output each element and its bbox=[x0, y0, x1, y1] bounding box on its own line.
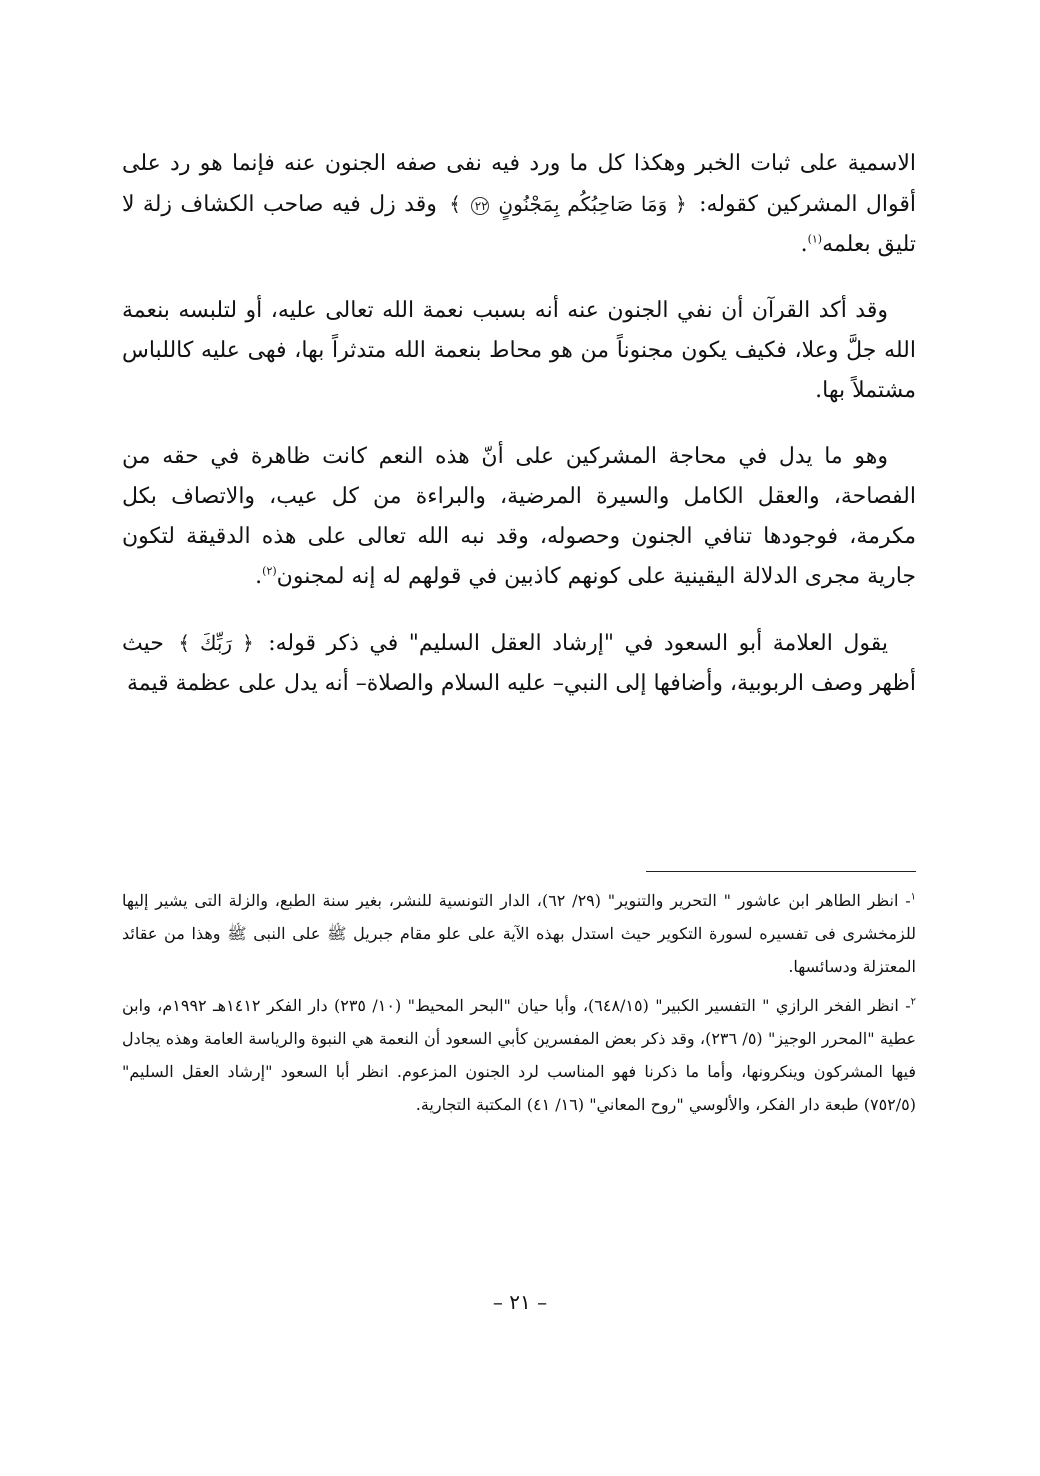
footnote-1-number: ١ bbox=[910, 891, 916, 903]
footnotes-section bbox=[122, 884, 916, 1127]
paragraph-3 bbox=[122, 437, 916, 597]
paragraph-1-text-after: وقد زل فيه صاحب الكشاف زلة لا تليق بعلمه bbox=[122, 192, 916, 257]
paragraph-4-text-after: حيث أظهر وصف الربوبية، وأضافها إلى النبي– عليه السلام والصلاة– أنه يدل على عظمة قيمة bbox=[122, 631, 916, 696]
quran-verse-1-close: ﴾ bbox=[449, 192, 469, 216]
paragraph-1-end: . bbox=[800, 232, 808, 257]
page-number: – ٢١ – bbox=[492, 1290, 548, 1314]
paragraph-2: وقد أكد القرآن أن نفي الجنون عنه أنه بسبب نعمة الله تعالى عليه، أو لتلبسه بنعمة الله جلَّ وعلا، فكيف يكون مجنوناً من هو محاط بنعمة الله متدثراً بها، فهى عليه كاللباس مشتملاً بها. bbox=[122, 298, 916, 403]
paragraph-1-text-before: الاسمية على ثبات الخبر وهكذا كل ما ورد فيه نفى صفه الجنون عنه فإنما هو رد على أقوال المشركين كقوله: bbox=[122, 151, 916, 217]
footnote-1-text: - انظر الطاهر ابن عاشور " التحرير والتنوير" (٢٩/ ٦٢)، الدار التونسية للنشر، بغير سنة الطبع، والزلة التى يشير إليها للزمخشرى فى تفسيره لسورة التكوير حيث استدل بهذه الآية على علو مقام جبريل ﷺ على النبى ﷺ وهذا من عقائد المعتزلة ودسائسها. bbox=[122, 891, 916, 976]
footnote-2-text: - انظر الفخر الرازي " التفسير الكبير" (٦٤٨/١٥)، وأبا حيان "البحر المحيط" (١٠/ ٢٣٥) دار الفكر ١٤١٢هـ ١٩٩٢م، وابن عطية "المحرر الوجيز" (٥/ ٢٣٦)، وقد ذكر بعض المفسرين كأبي السعود أن النعمة هي النبوة والرياسة العامة وهذه يجادل فيها المشركون وينكرونها، وأما ما ذكرنا فهو المناسب لرد الجنون المزعوم. انظر أبا السعود "إرشاد العقل السليم" (٧٥٢/٥) طبعة دار الفكر، والألوسي "روح المعاني" (١٦/ ٤١) المكتبة التجارية. bbox=[122, 996, 916, 1114]
footnote-separator bbox=[646, 871, 916, 872]
ayah-number-marker: ٢٢ bbox=[471, 197, 489, 215]
quran-verse-1-text: ﴿ وَمَا صَاحِبُكُم بِمَجْنُونٍ bbox=[490, 192, 687, 216]
paragraph-3-end: . bbox=[255, 564, 263, 589]
footnote-2-number: ٢ bbox=[910, 996, 917, 1008]
main-text bbox=[122, 144, 916, 730]
footnote-ref-1[interactable]: (١) bbox=[807, 232, 823, 246]
paragraph-4-text-before: يقول العلامة أبو السعود في "إرشاد العقل السليم" في ذكر قوله: bbox=[257, 631, 888, 656]
quran-verse-2: ﴿ رَبِّكَ ﴾ bbox=[178, 631, 254, 655]
footnote-1 bbox=[122, 884, 916, 983]
footnote-ref-2[interactable]: (٢) bbox=[262, 564, 277, 578]
paragraph-3-text: وهو ما يدل في محاجة المشركين على أنّ هذه النعم كانت ظاهرة في حقه من الفصاحة، والعقل الكامل والسيرة المرضية، والبراءة من كل عيب، والاتصاف بكل مكرمة، فوجودها تنافي الجنون وحصوله، وقد نبه الله تعالى على هذه الدقيقة لتكون جارية مجرى الدلالة اليقينية على كونهم كاذبين في قولهم له إنه لمجنون bbox=[122, 444, 916, 589]
paragraph-1 bbox=[122, 144, 916, 265]
footnote-2 bbox=[122, 989, 916, 1121]
quran-verse-1 bbox=[445, 192, 691, 216]
paragraph-4 bbox=[122, 623, 916, 704]
